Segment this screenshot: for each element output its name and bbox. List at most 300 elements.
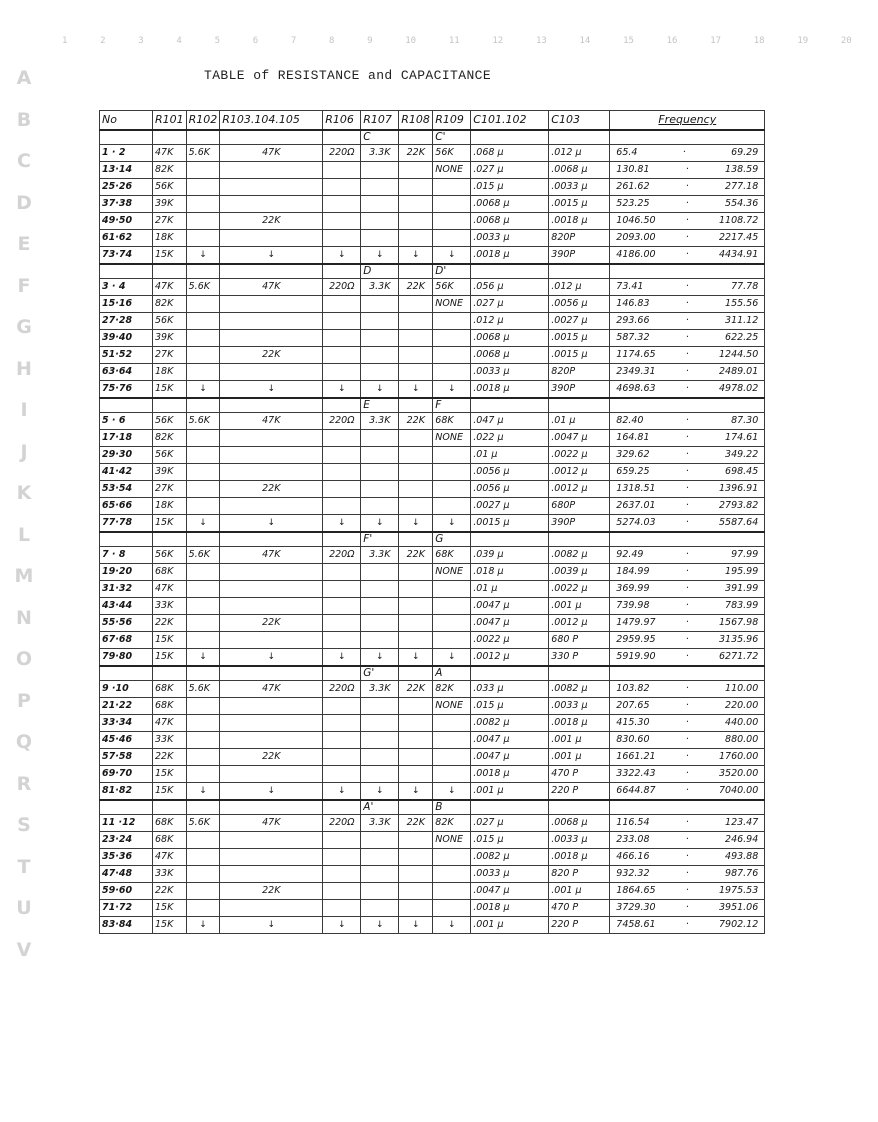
table-row xyxy=(100,917,765,934)
frequency-low: 830.60 xyxy=(616,734,650,745)
note-cell xyxy=(100,130,153,145)
note-label: A xyxy=(433,666,471,681)
ruler-number: 9 xyxy=(367,36,373,46)
cell-r109 xyxy=(433,196,471,213)
cell-r109 xyxy=(433,364,471,381)
cell-r103 xyxy=(220,447,323,464)
frequency-high: 110.00 xyxy=(725,683,759,694)
cell-r103 xyxy=(220,498,323,515)
cell-r103 xyxy=(220,598,323,615)
cell-no: 81·82 xyxy=(100,783,153,801)
cell-r106 xyxy=(323,196,361,213)
note-cell xyxy=(186,532,220,547)
cell-r107 xyxy=(361,247,399,265)
note-cell xyxy=(323,532,361,547)
note-cell xyxy=(549,800,610,815)
cell-r102 xyxy=(186,230,220,247)
cell-no: 11 ·12 xyxy=(100,815,153,832)
frequency-low: 659.25 xyxy=(616,466,650,477)
cell-c103: .0012 μ xyxy=(549,464,610,481)
cell-r101: 15K xyxy=(153,247,187,265)
cell-r107 xyxy=(361,313,399,330)
frequency-separator: · xyxy=(685,566,689,577)
cell-r103 xyxy=(220,230,323,247)
cell-r101: 68K xyxy=(153,681,187,698)
frequency-cell xyxy=(610,364,765,381)
cell-r109: NONE xyxy=(433,564,471,581)
down-arrow-icon: ↓ xyxy=(376,920,384,930)
frequency-cell xyxy=(610,564,765,581)
cell-r102 xyxy=(186,732,220,749)
cell-r107 xyxy=(361,581,399,598)
down-arrow-icon: ↓ xyxy=(199,786,207,796)
table-row xyxy=(100,715,765,732)
table-row xyxy=(100,649,765,667)
cell-c103: .0015 μ xyxy=(549,196,610,213)
cell-r101: 15K xyxy=(153,917,187,934)
cell-r106 xyxy=(323,766,361,783)
cell-r102: 5.6K xyxy=(186,145,220,162)
cell-r107 xyxy=(361,347,399,364)
cell-r107 xyxy=(361,698,399,715)
side-letter: B xyxy=(16,108,32,131)
frequency-cell xyxy=(610,698,765,715)
cell-r103: 22K xyxy=(220,213,323,230)
table-row xyxy=(100,515,765,533)
frequency-cell xyxy=(610,330,765,347)
cell-r108: 22K xyxy=(399,547,433,564)
down-arrow-icon: ↓ xyxy=(412,250,420,260)
frequency-high: 2793.82 xyxy=(718,500,759,511)
cell-c101: .022 μ xyxy=(471,430,549,447)
note-label: D xyxy=(361,264,399,279)
table-row xyxy=(100,632,765,649)
table-row xyxy=(100,766,765,783)
frequency-cell xyxy=(610,498,765,515)
frequency-high: 3951.06 xyxy=(718,902,759,913)
cell-r106 xyxy=(323,515,361,533)
cell-r108 xyxy=(399,883,433,900)
frequency-high: 1567.98 xyxy=(718,617,759,628)
note-label: A' xyxy=(361,800,399,815)
frequency-separator: · xyxy=(685,700,689,711)
frequency-cell xyxy=(610,598,765,615)
table-row xyxy=(100,832,765,849)
frequency-cell xyxy=(610,649,765,667)
column-header: R107 xyxy=(361,111,399,131)
frequency-separator: · xyxy=(685,834,689,845)
cell-r106 xyxy=(323,430,361,447)
column-header: R109 xyxy=(433,111,471,131)
table-row xyxy=(100,347,765,364)
cell-r109 xyxy=(433,883,471,900)
ruler-number: 8 xyxy=(328,36,335,46)
cell-r109 xyxy=(433,247,471,265)
table-row xyxy=(100,481,765,498)
table-row xyxy=(100,162,765,179)
note-cell xyxy=(186,800,220,815)
cell-r101: 27K xyxy=(153,347,187,364)
cell-r107 xyxy=(361,330,399,347)
cell-r101: 56K xyxy=(153,313,187,330)
cell-no: 19·20 xyxy=(100,564,153,581)
cell-c101: .033 μ xyxy=(471,681,549,698)
cell-r109 xyxy=(433,900,471,917)
cell-r101: 27K xyxy=(153,213,187,230)
table-row xyxy=(100,849,765,866)
cell-r106 xyxy=(323,447,361,464)
cell-r103: 47K xyxy=(220,145,323,162)
note-cell xyxy=(220,800,323,815)
cell-r109 xyxy=(433,179,471,196)
frequency-high: 1760.00 xyxy=(718,751,759,762)
note-cell xyxy=(549,264,610,279)
note-cell xyxy=(186,666,220,681)
cell-no: 49·50 xyxy=(100,213,153,230)
side-letter: D xyxy=(16,191,32,214)
cell-r103 xyxy=(220,783,323,801)
down-arrow-icon: ↓ xyxy=(338,518,346,528)
cell-c101: .018 μ xyxy=(471,564,549,581)
cell-r101: 68K xyxy=(153,564,187,581)
cell-c103: .0022 μ xyxy=(549,581,610,598)
cell-r101: 68K xyxy=(153,815,187,832)
cell-r109 xyxy=(433,866,471,883)
cell-no: 3 · 4 xyxy=(100,279,153,296)
cell-c103: .0047 μ xyxy=(549,430,610,447)
down-arrow-icon: ↓ xyxy=(267,920,276,930)
cell-r103: 47K xyxy=(220,547,323,564)
table-row xyxy=(100,413,765,430)
cell-r107: 3.3K xyxy=(361,547,399,564)
frequency-high: 7902.12 xyxy=(718,919,759,930)
cell-r108 xyxy=(399,832,433,849)
cell-r107 xyxy=(361,179,399,196)
frequency-cell xyxy=(610,832,765,849)
cell-r106 xyxy=(323,832,361,849)
cell-c103: .0082 μ xyxy=(549,681,610,698)
down-arrow-icon: ↓ xyxy=(267,786,276,796)
cell-r106 xyxy=(323,581,361,598)
frequency-high: 4434.91 xyxy=(718,249,759,260)
table-row xyxy=(100,783,765,801)
note-cell xyxy=(471,666,549,681)
cell-r102 xyxy=(186,162,220,179)
frequency-separator: · xyxy=(685,634,689,645)
frequency-cell xyxy=(610,347,765,364)
cell-r101: 15K xyxy=(153,766,187,783)
cell-r107 xyxy=(361,866,399,883)
down-arrow-icon: ↓ xyxy=(267,384,276,394)
cell-no: 33·34 xyxy=(100,715,153,732)
frequency-cell xyxy=(610,279,765,296)
side-letter: P xyxy=(17,689,31,712)
cell-r101: 47K xyxy=(153,715,187,732)
cell-c103: .0018 μ xyxy=(549,849,610,866)
cell-r101: 47K xyxy=(153,279,187,296)
cell-no: 17·18 xyxy=(100,430,153,447)
cell-r106 xyxy=(323,347,361,364)
frequency-cell xyxy=(610,866,765,883)
cell-c101: .0018 μ xyxy=(471,900,549,917)
frequency-high: 97.99 xyxy=(731,549,759,560)
cell-r101: 18K xyxy=(153,230,187,247)
frequency-low: 164.81 xyxy=(616,432,650,443)
cell-r103: 47K xyxy=(220,413,323,430)
cell-r103: 22K xyxy=(220,749,323,766)
page-title: TABLE of RESISTANCE and CAPACITANCE xyxy=(204,68,492,83)
cell-r107: 3.3K xyxy=(361,815,399,832)
cell-no: 47·48 xyxy=(100,866,153,883)
cell-c103: 470 P xyxy=(549,900,610,917)
cell-no: 83·84 xyxy=(100,917,153,934)
cell-r107 xyxy=(361,481,399,498)
cell-r101: 56K xyxy=(153,447,187,464)
cell-c101: .0056 μ xyxy=(471,464,549,481)
cell-r103 xyxy=(220,766,323,783)
side-letter: F xyxy=(17,274,31,297)
ruler-number: 12 xyxy=(492,36,504,46)
frequency-high: 138.59 xyxy=(725,164,759,175)
cell-r103 xyxy=(220,247,323,265)
down-arrow-icon: ↓ xyxy=(199,250,207,260)
cell-r101: 39K xyxy=(153,330,187,347)
cell-r101: 15K xyxy=(153,381,187,399)
cell-r109 xyxy=(433,347,471,364)
cell-r107 xyxy=(361,832,399,849)
cell-r109: 68K xyxy=(433,413,471,430)
frequency-separator: · xyxy=(685,751,689,762)
table-row xyxy=(100,447,765,464)
frequency-low: 261.62 xyxy=(616,181,650,192)
cell-r108 xyxy=(399,866,433,883)
cell-r103 xyxy=(220,649,323,667)
frequency-high: 3520.00 xyxy=(718,768,759,779)
table-row xyxy=(100,145,765,162)
frequency-separator: · xyxy=(685,432,689,443)
frequency-separator: · xyxy=(685,415,689,426)
frequency-cell xyxy=(610,162,765,179)
frequency-cell xyxy=(610,247,765,265)
frequency-separator: · xyxy=(685,298,689,309)
cell-r109 xyxy=(433,381,471,399)
cell-c101: .0047 μ xyxy=(471,732,549,749)
frequency-cell xyxy=(610,883,765,900)
note-cell xyxy=(399,264,433,279)
cell-r108 xyxy=(399,313,433,330)
cell-r108 xyxy=(399,481,433,498)
frequency-cell xyxy=(610,783,765,801)
cell-r109 xyxy=(433,766,471,783)
table-row xyxy=(100,564,765,581)
cell-r102: 5.6K xyxy=(186,413,220,430)
note-cell xyxy=(186,264,220,279)
ruler-number: 16 xyxy=(666,36,678,46)
ruler-number: 11 xyxy=(448,36,460,46)
frequency-separator: · xyxy=(685,617,689,628)
cell-r109: NONE xyxy=(433,832,471,849)
frequency-low: 1046.50 xyxy=(616,215,656,226)
table-row xyxy=(100,698,765,715)
frequency-separator: · xyxy=(685,181,689,192)
cell-r102 xyxy=(186,766,220,783)
frequency-high: 1244.50 xyxy=(718,349,759,360)
cell-r106: 220Ω xyxy=(323,279,361,296)
cell-c103: .0022 μ xyxy=(549,447,610,464)
cell-no: 75·76 xyxy=(100,381,153,399)
cell-r106 xyxy=(323,481,361,498)
frequency-cell xyxy=(610,815,765,832)
cell-r109 xyxy=(433,447,471,464)
cell-r108: 22K xyxy=(399,815,433,832)
table-row xyxy=(100,279,765,296)
cell-r106 xyxy=(323,364,361,381)
frequency-low: 739.98 xyxy=(616,600,650,611)
cell-no: 23·24 xyxy=(100,832,153,849)
frequency-cell xyxy=(610,900,765,917)
down-arrow-icon: ↓ xyxy=(376,384,384,394)
cell-r108 xyxy=(399,296,433,313)
cell-r106 xyxy=(323,698,361,715)
cell-r102 xyxy=(186,498,220,515)
table-row xyxy=(100,547,765,564)
cell-no: 9 ·10 xyxy=(100,681,153,698)
note-cell xyxy=(549,130,610,145)
side-letter: S xyxy=(17,814,31,836)
side-letter: G xyxy=(16,316,32,338)
frequency-high: 880.00 xyxy=(725,734,759,745)
cell-r108 xyxy=(399,615,433,632)
cell-r101: 18K xyxy=(153,364,187,381)
cell-c103: .001 μ xyxy=(549,749,610,766)
cell-r108 xyxy=(399,430,433,447)
cell-r106 xyxy=(323,498,361,515)
down-arrow-icon: ↓ xyxy=(448,652,456,662)
cell-r109 xyxy=(433,464,471,481)
cell-r108 xyxy=(399,917,433,934)
frequency-separator: · xyxy=(685,232,689,243)
cell-c103: .0027 μ xyxy=(549,313,610,330)
frequency-low: 7458.61 xyxy=(616,919,656,930)
cell-c101: .001 μ xyxy=(471,917,549,934)
cell-c103: 820 P xyxy=(549,866,610,883)
down-arrow-icon: ↓ xyxy=(448,250,456,260)
table-row xyxy=(100,296,765,313)
ruler-number: 17 xyxy=(710,36,722,46)
cell-r103: 22K xyxy=(220,347,323,364)
cell-no: 25·26 xyxy=(100,179,153,196)
cell-r103 xyxy=(220,715,323,732)
cell-no: 61·62 xyxy=(100,230,153,247)
frequency-high: 1975.53 xyxy=(718,885,759,896)
cell-r108 xyxy=(399,347,433,364)
table-row xyxy=(100,330,765,347)
cell-r101: 22K xyxy=(153,749,187,766)
frequency-low: 130.81 xyxy=(616,164,650,175)
cell-r103: 22K xyxy=(220,481,323,498)
frequency-cell xyxy=(610,447,765,464)
frequency-separator: · xyxy=(685,868,689,879)
cell-r106 xyxy=(323,632,361,649)
cell-r108 xyxy=(399,464,433,481)
cell-r106 xyxy=(323,883,361,900)
down-arrow-icon: ↓ xyxy=(412,920,420,930)
table-row xyxy=(100,430,765,447)
cell-r109 xyxy=(433,330,471,347)
cell-r101: 33K xyxy=(153,732,187,749)
frequency-high: 440.00 xyxy=(725,717,759,728)
down-arrow-icon: ↓ xyxy=(448,384,456,394)
frequency-high: 391.99 xyxy=(725,583,759,594)
cell-r102 xyxy=(186,196,220,213)
cell-no: 7 · 8 xyxy=(100,547,153,564)
cell-c103: 820P xyxy=(549,364,610,381)
down-arrow-icon: ↓ xyxy=(199,652,207,662)
cell-c101: .015 μ xyxy=(471,179,549,196)
cell-no: 57·58 xyxy=(100,749,153,766)
frequency-separator: · xyxy=(685,366,689,377)
cell-c101: .0068 μ xyxy=(471,196,549,213)
down-arrow-icon: ↓ xyxy=(267,518,276,528)
cell-c101: .0018 μ xyxy=(471,247,549,265)
cell-r107 xyxy=(361,447,399,464)
cell-r103 xyxy=(220,296,323,313)
frequency-separator: · xyxy=(685,717,689,728)
cell-r108: 22K xyxy=(399,145,433,162)
frequency-low: 1864.65 xyxy=(616,885,656,896)
down-arrow-icon: ↓ xyxy=(412,786,420,796)
top-ruler xyxy=(62,36,852,46)
cell-r109 xyxy=(433,598,471,615)
frequency-high: 2217.45 xyxy=(718,232,759,243)
cell-r106 xyxy=(323,330,361,347)
frequency-cell xyxy=(610,381,765,399)
cell-r107 xyxy=(361,749,399,766)
cell-r102 xyxy=(186,598,220,615)
cell-c101: .047 μ xyxy=(471,413,549,430)
cell-r102 xyxy=(186,381,220,399)
cell-c101: .0033 μ xyxy=(471,364,549,381)
side-letter: C xyxy=(17,150,31,172)
frequency-cell xyxy=(610,632,765,649)
ruler-number: 19 xyxy=(797,36,809,46)
cell-c103: 390P xyxy=(549,381,610,399)
note-cell xyxy=(471,800,549,815)
cell-r107 xyxy=(361,498,399,515)
cell-r109: 82K xyxy=(433,681,471,698)
frequency-cell xyxy=(610,547,765,564)
cell-r109 xyxy=(433,313,471,330)
cell-c103: .0015 μ xyxy=(549,347,610,364)
note-cell xyxy=(549,398,610,413)
cell-no: 1 · 2 xyxy=(100,145,153,162)
cell-no: 69·70 xyxy=(100,766,153,783)
frequency-low: 103.82 xyxy=(616,683,650,694)
frequency-low: 82.40 xyxy=(616,415,644,426)
frequency-high: 155.56 xyxy=(725,298,759,309)
table-row xyxy=(100,883,765,900)
frequency-cell xyxy=(610,766,765,783)
cell-r101: 33K xyxy=(153,866,187,883)
note-cell xyxy=(610,532,765,547)
cell-no: 45·46 xyxy=(100,732,153,749)
frequency-cell xyxy=(610,515,765,533)
cell-r107 xyxy=(361,464,399,481)
note-cell xyxy=(220,130,323,145)
cell-r103 xyxy=(220,732,323,749)
cell-r108 xyxy=(399,849,433,866)
note-label: C xyxy=(361,130,399,145)
